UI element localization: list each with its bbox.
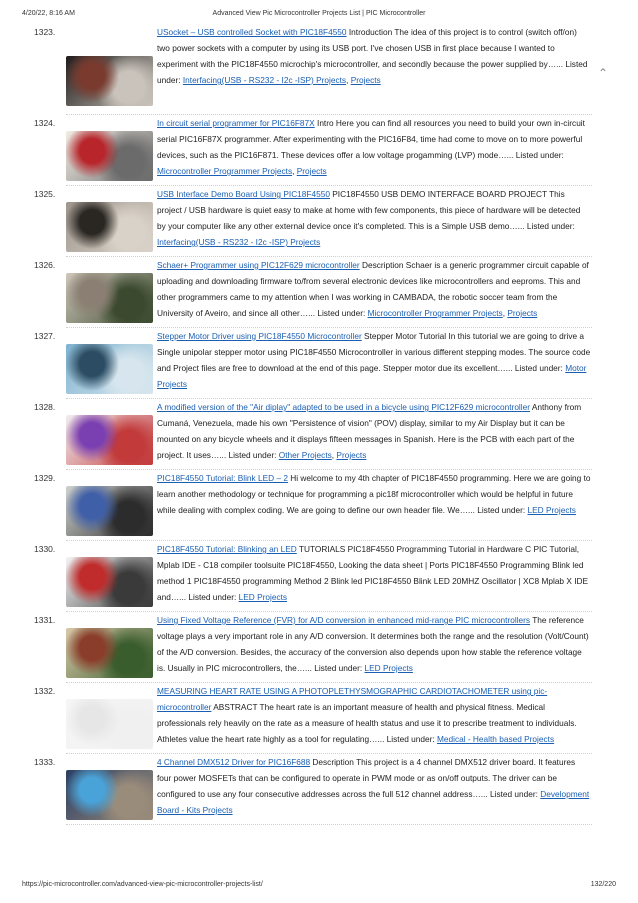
item-number: 1326.: [34, 260, 56, 270]
item-text: [157, 683, 591, 747]
page-number: 132/220: [590, 881, 616, 888]
project-thumbnail[interactable]: [66, 557, 153, 607]
item-number: 1328.: [34, 402, 56, 412]
project-description: Introduction The idea of this project is to control (switch off/on) two power sockets with a computer by using its USB port. I've chosen USB in first place because I wanted to experiment with the PIC18F4550 microchip's microcontroller, and secondly because the power supplied by…... Listed under:: [157, 27, 588, 85]
project-thumbnail[interactable]: [66, 628, 153, 678]
category-separator: ,: [346, 75, 351, 85]
category-link[interactable]: Projects: [296, 166, 327, 176]
project-title-link[interactable]: PIC18F4550 Tutorial: Blink LED – 2: [157, 473, 288, 483]
project-description: Hi welcome to my 4th chapter of PIC18F4550 programming. Here we are going to learn another methodology or technique for programming a pic18f microcontroller which would be helpful in future while dealing with complex coding. We are going to define our own header file. We…... Listed under:: [157, 473, 591, 515]
project-description: Stepper Motor Tutorial In this tutorial we are going to drive a Single unipolar stepper motor using PIC18F4550 Microcontroller in various different stepping modes. The source code and Project files are free to download at the end of this page. Stepper motor due its excellent…... Listed under:: [157, 331, 591, 373]
category-link[interactable]: Projects: [336, 450, 367, 460]
item-number: 1329.: [34, 473, 56, 483]
list-item: [0, 754, 638, 825]
print-footer: [22, 881, 616, 893]
project-title-link[interactable]: USB Interface Demo Board Using PIC18F4550: [157, 189, 330, 199]
project-thumbnail[interactable]: [66, 202, 153, 252]
category-link[interactable]: Microcontroller Programmer Projects: [157, 166, 293, 176]
item-number: 1327.: [34, 331, 56, 341]
list-item: [0, 257, 638, 328]
project-title-link[interactable]: 4 Channel DMX512 Driver for PIC16F688: [157, 757, 311, 767]
item-text: [157, 186, 591, 250]
scroll-up-icon[interactable]: ⌃: [597, 66, 609, 80]
project-description: TUTORIALS PIC18F4550 Programming Tutorial in Hardware C PIC Tutorial, Mplab IDE - C18 compiler toolsuite PIC18F4550, Looking the data sheet | Ports PIC18F4550 Programming Blink led method 1 PIC18F4550 programming Method 2 Blink led PIC18F4550 Blink LED 20MHZ Oscillator | XC8 Mplab X IDE and…... Listed under:: [157, 544, 589, 602]
list-item: [0, 541, 638, 612]
item-text: [157, 612, 591, 676]
category-link[interactable]: LED Projects: [238, 592, 288, 602]
project-title-link[interactable]: MEASURING HEART RATE USING A PHOTOPLETHYSMOGRAPHIC CARDIOTACHOMETER using pic-microcontroller: [157, 686, 548, 712]
project-thumbnail[interactable]: [66, 273, 153, 323]
item-number: 1324.: [34, 118, 56, 128]
project-description: Anthony from Cumaná, Venezuela, made his own "Persistence of vision" (POV) display, similar to my Air Display but it can be mounted on any bicycle wheels and it displays fifteen messages in Spanish. Here is the PCB with each part of the project. It uses…... Listed under:: [157, 402, 582, 460]
project-title-link[interactable]: Schaer+ Programmer using PIC12F629 microcontroller: [157, 260, 360, 270]
category-link[interactable]: Projects: [507, 308, 538, 318]
item-text: [157, 257, 591, 321]
divider: [66, 824, 592, 825]
item-number: 1330.: [34, 544, 56, 554]
print-title: Advanced View Pic Microcontroller Projects List | PIC Microcontroller: [212, 10, 426, 17]
project-description: Description This project is a 4 channel DMX512 driver board. It features four power MOSFETs that can be configured to operate in PWM mode or as on/off outputs. The driver can be configured to use any four consecutive addresses across the full 512 channel address…... Listed under:: [157, 757, 576, 799]
item-text: [66, 24, 591, 104]
category-link[interactable]: Interfacing(USB - RS232 - I2c -ISP) Projects: [157, 237, 321, 247]
list-item: [0, 186, 638, 257]
list-item: [0, 115, 638, 186]
print-header: [22, 10, 616, 22]
project-thumbnail[interactable]: [66, 131, 153, 181]
project-description: Intro Here you can find all resources you need to build your own in-circuit serial PIC16F87X programmer. After experimenting with the PIC16F84, time had come to move on to more powerful devices, such as the PIC16F871. These devices offer a low voltage progamming (LVP) mode…... Listed under:: [157, 118, 585, 160]
project-title-link[interactable]: In circuit serial programmer for PIC16F87X: [157, 118, 315, 128]
category-separator: ,: [502, 308, 508, 318]
list-item: [0, 24, 638, 115]
category-link[interactable]: Development Board - Kits Projects: [157, 789, 590, 815]
project-thumbnail[interactable]: [66, 699, 153, 749]
category-separator: ,: [292, 166, 297, 176]
project-thumbnail[interactable]: [66, 770, 153, 820]
page-url: https://pic-microcontroller.com/advanced-view-pic-microcontroller-projects-list/: [22, 881, 263, 888]
project-description: Description Schaer is a generic programmer circuit capable of uploading and downloading firmware to/from several electronic devices like microcontrollers and eeproms. This and other programmers came to my attention when I was working in CAMBADA, the robotic soccer team from the University of Aveiro, and since all other…... Listed under:: [157, 260, 589, 318]
item-number: 1325.: [34, 189, 56, 199]
category-link[interactable]: Projects: [350, 75, 381, 85]
item-number: 1332.: [34, 686, 56, 696]
list-item: [0, 612, 638, 683]
print-date: 4/20/22, 8:16 AM: [22, 10, 75, 17]
item-number: 1333.: [34, 757, 56, 767]
item-text: [157, 399, 591, 463]
category-link[interactable]: LED Projects: [527, 505, 576, 515]
item-text: [157, 754, 591, 818]
category-link[interactable]: Microcontroller Programmer Projects: [367, 308, 503, 318]
project-title-link[interactable]: Stepper Motor Driver using PIC18F4550 Microcontroller: [157, 331, 362, 341]
project-description: ABSTRACT The heart rate is an important measure of health and physical fitness. Medical professionals rely heavily on the rate as a measure of health status and use it to prescribe treatment to individuals. Athletes value the heart rate highly as a tool for regulating…... Listed under:: [157, 702, 577, 744]
category-link[interactable]: Other Projects: [278, 450, 332, 460]
category-link[interactable]: Motor Projects: [157, 363, 587, 389]
project-thumbnail[interactable]: [66, 415, 153, 465]
layout-spacer: [66, 40, 157, 104]
project-list: [0, 24, 638, 825]
project-thumbnail[interactable]: [66, 344, 153, 394]
item-number: 1323.: [34, 27, 56, 37]
item-text: [157, 541, 591, 605]
category-link[interactable]: Interfacing(USB - RS232 - I2c -ISP) Projects: [182, 75, 347, 85]
item-number: 1331.: [34, 615, 56, 625]
item-text: [157, 115, 591, 179]
item-text: [157, 470, 591, 518]
project-description: The reference voltage plays a very important role in any A/D conversion. It determines both the range and the resolution (Volt/Count) of the A/D conversion. Besides, the accuracy of the conversion also depends upon how stable the reference voltage is. Usually in PIC microcontrollers, the…... Listed under:: [157, 615, 589, 673]
list-item: [0, 399, 638, 470]
project-title-link[interactable]: PIC18F4550 Tutorial: Blinking an LED: [157, 544, 297, 554]
list-item: [0, 328, 638, 399]
list-item: [0, 683, 638, 754]
project-title-link[interactable]: USocket – USB controlled Socket with PIC18F4550: [157, 27, 347, 37]
project-title-link[interactable]: A modified version of the "Air diplay" adapted to be used in a bicycle using PIC12F629 microcontroller: [157, 402, 530, 412]
category-link[interactable]: LED Projects: [364, 663, 413, 673]
list-item: [0, 470, 638, 541]
project-thumbnail[interactable]: [66, 486, 153, 536]
item-text: [157, 328, 591, 392]
category-separator: ,: [331, 450, 337, 460]
project-title-link[interactable]: Using Fixed Voltage Reference (FVR) for A/D conversion in enhanced mid-range PIC microcontrollers: [157, 615, 531, 625]
category-link[interactable]: Medical - Health based Projects: [436, 734, 555, 744]
project-description: PIC18F4550 USB DEMO INTERFACE BOARD PROJECT This project / USB hardware is quiet easy to make at home with few components, this piece of hardware will be detected by your computer like any other external device once it's completed. This is a Simple USB demo…... Listed under:: [157, 189, 581, 231]
